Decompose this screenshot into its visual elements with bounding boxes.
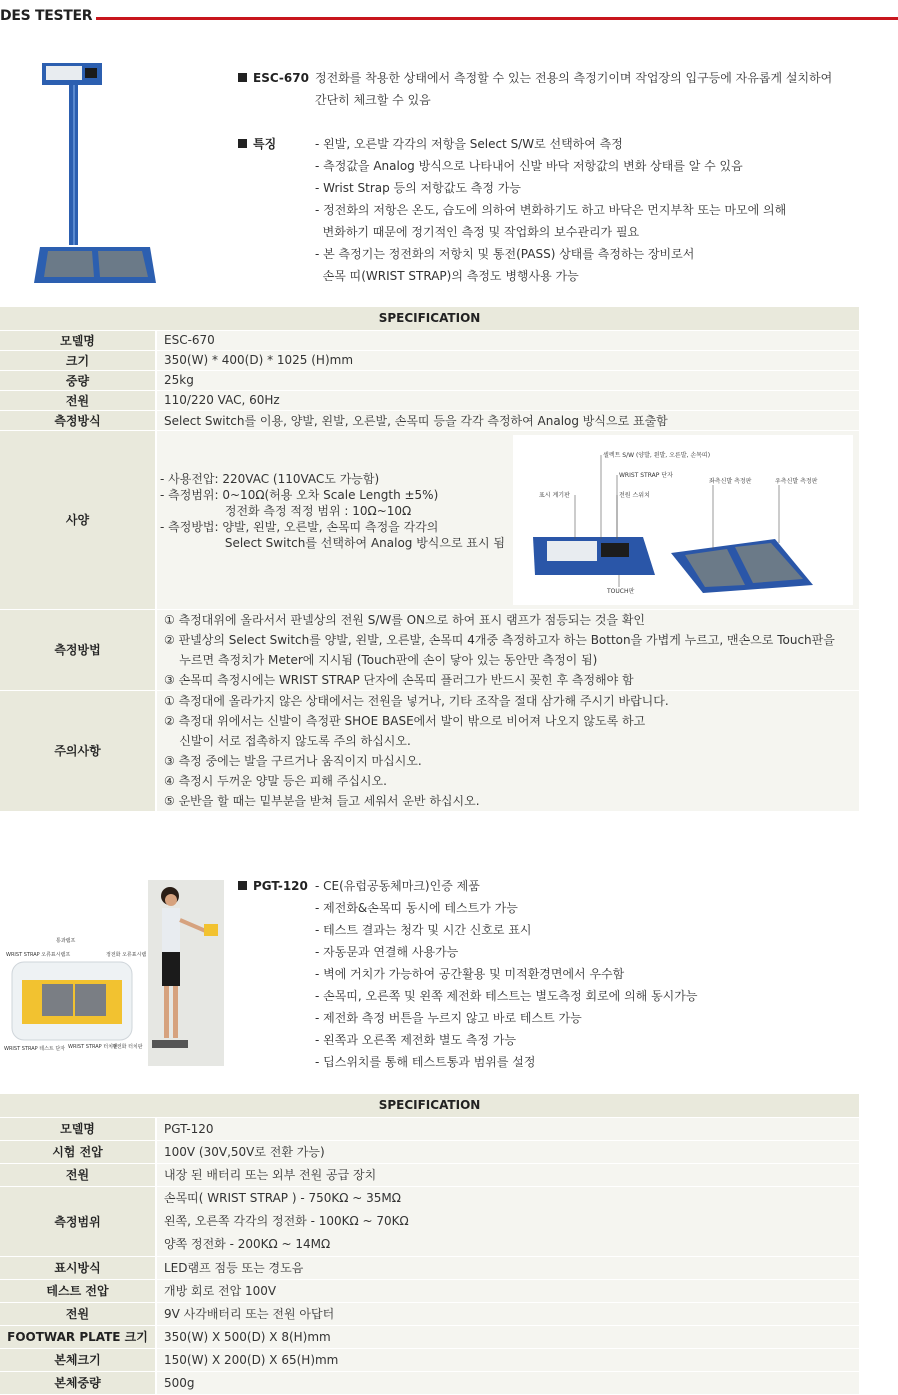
spec-label: 전원 [0,1302,156,1325]
diagram-label: 우측신발 측정판 [775,477,818,485]
spec-label: 측정방식 [0,410,156,430]
caution-line: 신발이 서로 접촉하지 않도록 주의 하십시오. [164,733,411,748]
feature-line: - 손목띠, 오른쪽 및 왼쪽 제전화 테스트는 별도측정 회로에 의해 동시가능 [315,989,698,1003]
feature-line: - 자동문과 연결해 사용가능 [315,945,459,959]
spec-value: 25kg [156,370,859,390]
sayang-line: 정전화 측정 적정 범위 : 10Ω~10Ω [160,503,412,518]
feature-line: - 벽에 거치가 가능하여 공간활용 및 미적환경면에서 우수함 [315,967,625,981]
spec-value: PGT-120 [156,1117,859,1140]
spec-label: 측정범위 [0,1186,156,1256]
feature-line: - 본 측정기는 정전화의 저항치 및 통전(PASS) 상태를 측정하는 장비로서 [315,247,695,261]
diagram-label: WRIST STRAP 테스트 단자 [4,1046,65,1052]
table-row [0,1279,859,1302]
diagram-label: 정전화 오류표시램 [106,952,147,958]
spec-value: 350(W) X 500(D) X 8(H)mm [156,1325,859,1348]
feature-line: - Wrist Strap 등의 저항값도 측정 가능 [315,181,521,195]
caution-line: ⑤ 운반을 할 때는 밑부분을 받쳐 들고 세워서 운반 하십시오. [164,793,480,808]
diagram-label: 정전화 터치판 [112,1044,143,1050]
feature-line: 변화하기 때문에 정기적인 측정 및 작업화의 보수관리가 필요 [315,225,640,239]
feature-line: - 테스트 결과는 청각 및 시간 신호로 표시 [315,923,532,937]
esc670-spec-table [0,307,859,812]
feature-line: - 딥스위치를 통해 테스트통과 범위를 설정 [315,1055,536,1069]
feature-line: - 왼쪽과 오른쪽 제전화 별도 측정 가능 [315,1033,517,1047]
spec-value [156,1186,859,1256]
feature-line: - 제전화 측정 버튼을 누르지 않고 바로 테스트 가능 [315,1011,582,1025]
spec-label: 표시방식 [0,1256,156,1279]
feature-line: 손목 띠(WRIST STRAP)의 측정도 병행사용 가능 [315,269,579,283]
diagram-label: 셀렉트 S/W (양발, 왼발, 오른발, 손목띠) [603,451,711,459]
spec-label: 측정방법 [0,609,156,690]
spec-value: LED램프 점등 또는 경도음 [156,1256,859,1279]
caution-line: ② 측정대 위에서는 신발이 측정판 SHOE BASE에서 발이 밖으로 비어져 나오지 않도록 하고 [164,713,646,728]
esc670-model-key: ESC-670 [238,67,309,89]
bullet-square-icon [238,139,247,148]
table-row [0,350,859,370]
pgt120-features [238,875,858,1075]
sayang-line: - 사용전압: 220VAC (110VAC도 가능함) [160,471,380,486]
spec-value: 개방 회로 전압 100V [156,1279,859,1302]
table-row [0,1140,859,1163]
pgt120-panel-diagram [0,922,147,1066]
spec-value: 350(W) * 400(D) * 1025 (H)mm [156,350,859,370]
spec-label: 모델명 [0,330,156,350]
header-rule [96,17,898,20]
esc670-features [238,133,858,289]
range-line: 양쪽 정전화 - 200KΩ ~ 14MΩ [164,1236,331,1251]
feature-line: - 측정값을 Analog 방식으로 나타내어 신발 바닥 저항값의 변화 상태를 알 수 있음 [315,159,743,173]
pgt120-spec-table [0,1094,859,1395]
diagram-label: WRIST STRAP 터치판 [68,1044,118,1050]
table-row [0,1371,859,1394]
caution-line: ③ 측정 중에는 발을 구르거나 움직이지 마십시오. [164,753,422,768]
table-row [0,330,859,350]
diagram-label: 통과램프 [56,938,76,944]
method-line: 누르면 측정치가 Meter에 지시됨 (Touch판에 손이 닿아 있는 동안만 측정이 됨) [164,652,598,667]
table-row [0,1117,859,1140]
feature-line: - 왼발, 오른발 각각의 저항을 Select S/W로 선택하여 측정 [315,137,623,151]
caution-line: ④ 측정시 두꺼운 양말 등은 피해 주십시오. [164,773,387,788]
bullet-square-icon [238,881,247,890]
feature-line: - 정전화의 저항은 온도, 습도에 의하여 변화하기도 하고 바닥은 먼지부착 또는 마모에 의해 [315,203,787,217]
pgt120-usage-photo [148,880,224,1066]
diagram-label: WRIST STRAP 단자 [619,471,673,479]
spec-value: 500g [156,1371,859,1394]
range-line: 왼쪽, 오른쪽 각각의 정전화 - 100KΩ ~ 70KΩ [164,1213,409,1228]
spec-value [156,430,859,609]
caution-line: ① 측정대에 올라가지 않은 상태에서는 전원을 넣거나, 기타 조작을 절대 삼가해 주시기 바랍니다. [164,693,669,708]
spec-value [156,690,859,811]
spec-label: 본체중량 [0,1371,156,1394]
table-row [0,1163,859,1186]
table-row [0,690,859,811]
spec-label: 주의사항 [0,690,156,811]
diagram-label: 표시 계기판 [539,491,570,499]
diagram-label: WRIST STRAP 오류표시램프 [6,952,71,958]
table-row [0,390,859,410]
feature-line: - 제전화&손목띠 동시에 테스트가 가능 [315,901,518,915]
spec-label: FOOTWAR PLATE 크기 [0,1325,156,1348]
diagram-label: 좌측신발 측정판 [709,477,752,485]
method-line: ① 측정대위에 올라서서 판넬상의 전원 S/W를 ON으로 하여 표시 램프가 점등되는 것을 확인 [164,612,646,627]
spec-label: 사양 [0,430,156,609]
table-row [0,430,859,609]
method-line: ③ 손목띠 측정시에는 WRIST STRAP 단자에 손목띠 플러그가 반드시 꽂힌 후 측정해야 함 [164,672,634,687]
pgt120-model-key: PGT-120 [238,875,308,897]
esc670-panel-diagram [513,435,853,605]
spec-label: 모델명 [0,1117,156,1140]
sayang-line: Select Switch를 선택하여 Analog 방식으로 표시 됨 [160,535,505,550]
sayang-line: - 측정범위: 0~10Ω(허용 오차 Scale Length ±5%) [160,487,439,502]
feature-line: - CE(유럽공동체마크)인증 제품 [315,879,480,893]
spec-title: SPECIFICATION [0,307,859,330]
sayang-line: - 측정방법: 양발, 왼발, 오른발, 손목띠 측정을 각각의 [160,519,439,534]
model-desc-line: 정전화를 착용한 상태에서 측정할 수 있는 전용의 측정기이며 작업장의 입구등에 자유롭게 설치하여 [315,71,833,85]
table-row [0,609,859,690]
table-row [0,1256,859,1279]
table-row [0,1186,859,1256]
spec-value: 150(W) X 200(D) X 65(H)mm [156,1348,859,1371]
spec-value: Select Switch를 이용, 양발, 왼발, 오른발, 손목띠 등을 각각 측정하여 Analog 방식으로 표출함 [156,410,859,430]
spec-label: 시험 전압 [0,1140,156,1163]
spec-value: 100V (30V,50V로 전환 가능) [156,1140,859,1163]
table-row [0,1325,859,1348]
method-line: ② 판넬상의 Select Switch를 양발, 왼발, 오른발, 손목띠 4개중 측정하고자 하는 Botton을 가볍게 누르고, 맨손으로 Touch판을 [164,632,835,647]
page-header [0,6,898,30]
spec-label: 전원 [0,390,156,410]
spec-label: 전원 [0,1163,156,1186]
spec-title: SPECIFICATION [0,1094,859,1117]
diagram-label: 전원 스위치 [619,491,650,499]
page-title: DES TESTER [0,8,93,24]
spec-value: ESC-670 [156,330,859,350]
table-row [0,370,859,390]
spec-value: 110/220 VAC, 60Hz [156,390,859,410]
spec-label: 본체크기 [0,1348,156,1371]
spec-value [156,609,859,690]
spec-label: 테스트 전압 [0,1279,156,1302]
esc670-product-image [30,55,160,287]
spec-label: 크기 [0,350,156,370]
table-row [0,410,859,430]
spec-value: 내장 된 배터리 또는 외부 전원 공급 장치 [156,1163,859,1186]
table-row [0,1302,859,1325]
diagram-label: TOUCH판 [607,587,635,595]
model-desc-line: 간단히 체크할 수 있음 [315,93,431,107]
table-row [0,1348,859,1371]
esc670-feature-key: 특징 [238,133,276,155]
bullet-square-icon [238,73,247,82]
esc670-model-desc [238,67,858,111]
spec-value: 9V 사각배터리 또는 전원 아답터 [156,1302,859,1325]
spec-label: 중량 [0,370,156,390]
range-line: 손목띠( WRIST STRAP ) - 750KΩ ~ 35MΩ [164,1190,401,1205]
